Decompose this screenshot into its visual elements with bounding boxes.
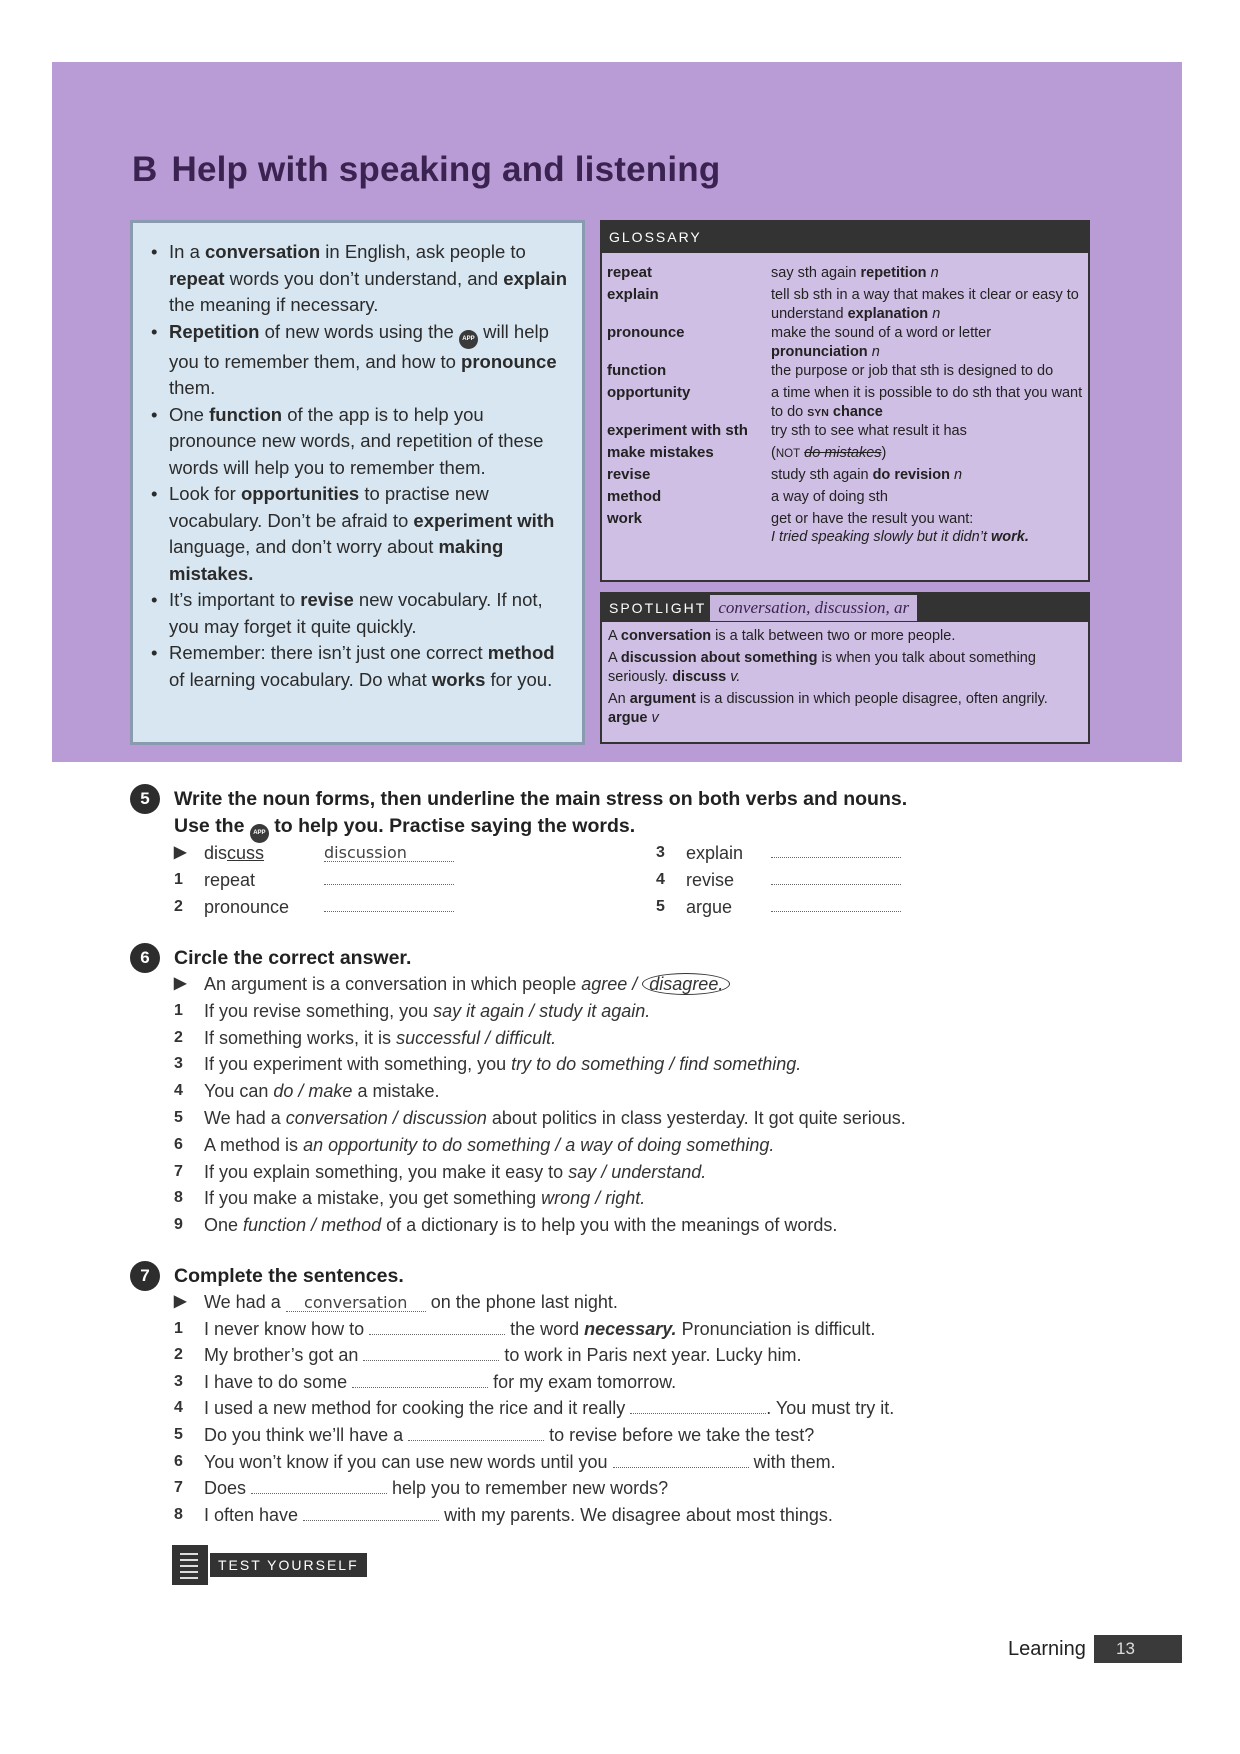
- item-sentence: [204, 1450, 836, 1474]
- text-run: them.: [169, 377, 216, 398]
- sentence-end: to revise before we take the test?: [544, 1425, 815, 1445]
- text-run: about politics in class yesterday. It got quite serious.: [486, 1108, 906, 1128]
- answer-field[interactable]: [369, 1318, 505, 1335]
- item-sentence: [204, 999, 650, 1023]
- item-sentence: [204, 1052, 801, 1076]
- item-number: 6: [174, 1452, 183, 1470]
- sentence-start: I used a new method for cooking the rice and it really: [204, 1398, 631, 1419]
- item-sentence: [204, 1026, 556, 1050]
- glossary-term: opportunity: [607, 384, 691, 401]
- text-run: a mistake.: [352, 1081, 440, 1102]
- text-run: If something works, it is: [204, 1027, 397, 1048]
- glossary-definition: [771, 488, 1086, 507]
- sentence-end: Pronunciation is difficult.: [676, 1318, 876, 1339]
- sentence-start: We had a: [204, 1292, 286, 1312]
- text-run: words you don’t understand, and: [224, 267, 504, 289]
- spotlight-entry: [608, 649, 1082, 687]
- item-sentence: [204, 1370, 676, 1394]
- exercise-7-number: 7: [130, 1261, 160, 1291]
- tip-item: [169, 481, 574, 587]
- text-run: You can: [204, 1081, 274, 1102]
- glossary-definition: [771, 362, 1086, 381]
- glossary-definition: [771, 286, 1086, 324]
- text-run: If you experiment with something, you: [204, 1054, 512, 1075]
- glossary-term: method: [607, 488, 662, 505]
- text-run: new vocabulary. If not, you may forget it quite quickly.: [169, 589, 543, 637]
- item-sentence: [204, 1503, 833, 1527]
- text-run: for you.: [485, 668, 553, 690]
- item-number: ▶: [174, 1293, 187, 1310]
- text-run: do mistakes: [804, 445, 882, 461]
- item-sentence: [204, 1396, 894, 1420]
- answer-field[interactable]: [324, 895, 454, 912]
- item-word: repeat: [204, 870, 256, 890]
- stressed-syllable: cuss: [227, 843, 265, 863]
- item-word: explain: [686, 843, 744, 863]
- text-run: ): [881, 445, 887, 461]
- item-sentence: [204, 1133, 774, 1157]
- item-number: 8: [174, 1189, 183, 1207]
- section-letter: B: [132, 150, 158, 189]
- sentence-end: for my exam tomorrow.: [488, 1371, 677, 1392]
- spotlight-entry: [608, 627, 1082, 646]
- glossary-term: function: [607, 362, 667, 379]
- text-run: agree: [581, 974, 628, 994]
- item-number: 4: [174, 1399, 183, 1417]
- text-run: explain: [503, 267, 567, 289]
- sentence-end: to work in Paris next year. Lucky him.: [499, 1345, 802, 1366]
- text-run: (: [771, 445, 776, 461]
- text-run: argument: [629, 691, 696, 707]
- text-run: tell sb sth in a way that makes it clear or easy to understand: [771, 287, 1079, 322]
- text-run: say / understand.: [568, 1161, 707, 1182]
- item-number: 6: [174, 1135, 183, 1153]
- answer-field[interactable]: [303, 1504, 439, 1521]
- example-word: [204, 841, 264, 865]
- text-run: conversation: [620, 628, 712, 644]
- text-run: dis: [204, 843, 228, 863]
- text-run: pronunciation: [771, 344, 868, 360]
- text-run: an opportunity to do something / a way of doing something.: [303, 1134, 775, 1155]
- glossary-definition: [771, 264, 1086, 283]
- sentence-start: I often have: [204, 1504, 304, 1525]
- text-run: n: [926, 265, 939, 281]
- glossary-box: [600, 220, 1090, 582]
- sentence-end: the word: [505, 1318, 585, 1339]
- item-sentence: [204, 1317, 875, 1341]
- answer-field[interactable]: [771, 868, 901, 885]
- text-run: Repetition: [169, 320, 260, 342]
- sentence-end: with them.: [748, 1451, 836, 1472]
- text-run: v.: [726, 669, 741, 685]
- text-run: the purpose or job that sth is designed to do: [771, 363, 1054, 379]
- glossary-definition: [771, 384, 1086, 423]
- test-yourself-icon: [172, 1545, 208, 1585]
- text-run: We had a: [204, 1108, 286, 1128]
- item-number: 7: [174, 1162, 183, 1180]
- spotlight-box: [600, 592, 1090, 744]
- glossary-term: explain: [607, 286, 659, 303]
- text-run: try sth to see what result it has: [771, 423, 967, 439]
- item-sentence: [204, 1343, 802, 1367]
- item-number: 2: [174, 1346, 183, 1364]
- answer-field[interactable]: [630, 1397, 766, 1414]
- text-run: An argument is a conversation in which people: [204, 974, 582, 994]
- text-run: works: [431, 668, 486, 690]
- answer-field[interactable]: [352, 1371, 488, 1388]
- text-run: making mistakes.: [169, 536, 504, 584]
- exercise-5-title-line2: [174, 812, 635, 843]
- tip-item: [169, 640, 574, 693]
- spotlight-entry: [608, 690, 1082, 728]
- tip-item: [169, 319, 574, 402]
- glossary-definition: [771, 444, 1086, 464]
- glossary-term: make mistakes: [607, 444, 714, 461]
- item-number: 3: [656, 844, 665, 861]
- sentence-end: . You must try it.: [766, 1398, 895, 1419]
- glossary-term: revise: [607, 466, 651, 483]
- text-run: One: [169, 403, 210, 425]
- item-word: pronounce: [204, 897, 290, 917]
- text-run: make the sound of a word or letter: [771, 325, 992, 341]
- text-run: get or have the result you want:: [771, 511, 974, 527]
- text-run: experiment with: [413, 509, 555, 531]
- item-sentence: [204, 1106, 906, 1130]
- text-run: v: [647, 710, 659, 726]
- answer-field[interactable]: [251, 1477, 387, 1494]
- answer-field: discussion: [324, 841, 454, 862]
- text-run: function: [209, 403, 283, 425]
- text-run: In a: [169, 241, 205, 262]
- spotlight-label: SPOTLIGHT: [609, 600, 707, 616]
- sentence-start: My brother’s got an: [204, 1345, 364, 1366]
- glossary-definition: [771, 466, 1086, 485]
- item-number: 8: [174, 1505, 183, 1523]
- text-run: argue: [608, 710, 648, 726]
- text-run: repeat: [169, 267, 225, 289]
- section-heading: Help with speaking and listening: [171, 150, 721, 189]
- page-number: 13: [1094, 1635, 1182, 1663]
- text-run: NOT: [775, 448, 801, 460]
- text-run: successful / difficult.: [396, 1027, 557, 1048]
- exercise-5-number: 5: [130, 784, 160, 814]
- section-title: [132, 150, 720, 190]
- key-word: necessary.: [584, 1318, 677, 1339]
- tip-item: [169, 239, 574, 319]
- tip-item: [169, 402, 574, 482]
- item-number: 1: [174, 1319, 183, 1337]
- item-word: argue: [686, 897, 733, 917]
- text-run: /: [627, 974, 643, 994]
- answer-field[interactable]: [771, 841, 901, 858]
- text-run: I tried speaking slowly but it didn’t: [771, 529, 992, 545]
- glossary-definition: [771, 510, 1086, 529]
- text-run: If you make a mistake, you get something: [204, 1188, 542, 1209]
- spotlight-heading: [602, 594, 1088, 622]
- item-number: 1: [174, 1001, 183, 1019]
- answer-field[interactable]: [613, 1451, 749, 1468]
- item-sentence: [204, 1290, 618, 1314]
- sentence-start: Do you think we’ll have a: [204, 1425, 409, 1445]
- item-sentence: [204, 972, 730, 996]
- text-run: disagree.: [642, 973, 730, 995]
- item-sentence: [204, 1476, 668, 1500]
- spotlight-words: conversation, discussion, ar: [710, 595, 917, 621]
- text-run: wrong / right.: [541, 1188, 646, 1209]
- item-number: 4: [174, 1082, 183, 1100]
- sentence-start: Does: [204, 1478, 252, 1499]
- item-sentence: [204, 1079, 439, 1103]
- text-run: do revision: [872, 467, 950, 483]
- spotlight-body: [602, 622, 1088, 728]
- answer-field: conversation: [286, 1291, 426, 1312]
- text-run: SYN: [807, 407, 829, 419]
- text-run: Look for: [169, 483, 241, 504]
- answer-field[interactable]: [408, 1424, 544, 1441]
- text-run: do / make: [273, 1081, 353, 1102]
- item-number: 7: [174, 1479, 183, 1497]
- text-run: of a dictionary is to help you with the meanings of words.: [381, 1215, 838, 1236]
- item-number: 9: [174, 1216, 183, 1234]
- app-icon: APP: [459, 330, 478, 349]
- text-run: pronounce: [461, 350, 557, 372]
- text-run: of new words using the: [259, 320, 459, 342]
- item-number: 5: [174, 1426, 183, 1443]
- item-number: 2: [174, 898, 183, 915]
- sentence-end: with my parents. We disagree about most things.: [439, 1504, 833, 1525]
- text-run: Remember: there isn’t just one correct: [169, 642, 488, 663]
- text-run: is a discussion in which people disagree, often angrily.: [695, 691, 1048, 707]
- text-run: say it again / study it again.: [433, 1000, 651, 1021]
- text-run: say sth again: [771, 265, 861, 281]
- text-run: explanation: [847, 306, 929, 322]
- item-number: 5: [656, 898, 665, 915]
- text-run: A: [608, 650, 621, 666]
- text-run: discussion about something: [620, 650, 818, 666]
- text-run: discuss: [672, 669, 727, 685]
- item-number: 3: [174, 1372, 183, 1390]
- glossary-term: pronounce: [607, 324, 685, 341]
- text-run: a time when it is possible to do sth that you want to do: [771, 385, 1083, 420]
- item-sentence: [204, 1186, 645, 1210]
- tip-item: [169, 587, 574, 640]
- text-run: A method is: [204, 1134, 304, 1155]
- glossary-term: experiment with sth: [607, 422, 748, 439]
- text-run: repetition: [860, 265, 927, 281]
- item-number: ▶: [174, 975, 187, 992]
- footer-unit-title: Learning: [1008, 1638, 1086, 1660]
- glossary-definition: [771, 324, 1086, 362]
- sentence-end: help you to remember new words?: [387, 1478, 669, 1499]
- tips-box: [130, 220, 585, 745]
- item-sentence: [204, 1213, 837, 1237]
- text-run: in English, ask people to: [320, 241, 526, 262]
- sentence-start: You won’t know if you can use new words until you: [204, 1451, 613, 1472]
- answer-field[interactable]: [771, 895, 901, 912]
- text-run: An: [608, 691, 630, 707]
- glossary-heading: GLOSSARY: [602, 222, 1088, 253]
- text-run: the meaning if necessary.: [169, 294, 379, 315]
- text-run: of learning vocabulary. Do what: [169, 668, 432, 690]
- glossary-definition: [771, 528, 1086, 547]
- item-number: 5: [174, 1109, 183, 1126]
- glossary-definition: [771, 422, 1086, 441]
- text-run: revise: [300, 589, 354, 610]
- text-run: opportunities: [241, 483, 360, 504]
- item-number: 4: [656, 871, 665, 888]
- glossary-term: work: [607, 510, 643, 527]
- text-run: It’s important to: [169, 589, 301, 610]
- text-run: language, and don’t worry about: [169, 536, 439, 557]
- item-number: 3: [174, 1055, 183, 1073]
- exercise-7-title: Complete the sentences.: [174, 1265, 404, 1287]
- item-number: 2: [174, 1028, 183, 1046]
- text-run: One: [204, 1215, 244, 1236]
- text-run: conversation / discussion: [285, 1108, 487, 1128]
- glossary-term: repeat: [607, 264, 653, 281]
- text-run: work.: [991, 529, 1029, 545]
- item-sentence: [204, 1160, 706, 1184]
- text-run: study sth again: [771, 467, 873, 483]
- example-marker: ▶: [174, 844, 187, 861]
- text-run: chance: [828, 404, 883, 420]
- text-run: function / method: [243, 1215, 382, 1236]
- exercise-5-title-part2: to help you. Practise saying the words.: [268, 815, 636, 837]
- sentence-start: I never know how to: [204, 1318, 370, 1339]
- sentence-start: I have to do some: [204, 1371, 353, 1392]
- text-run: of the app is to help you pronounce new words, and repetition of these words will help you to remember them.: [169, 403, 544, 478]
- text-run: n: [928, 306, 941, 322]
- text-run: conversation: [205, 241, 321, 262]
- text-run: to practise new vocabulary. Don’t be afraid to: [169, 483, 489, 531]
- text-run: A: [608, 628, 621, 644]
- text-run: will help you to remember them, and how to: [169, 320, 549, 372]
- exercise-6-number: 6: [130, 943, 160, 973]
- text-run: If you revise something, you: [204, 1000, 434, 1021]
- exercise-6-title: Circle the correct answer.: [174, 947, 412, 969]
- exercise-5-title-part1: Use the: [174, 815, 250, 837]
- test-yourself-label: TEST YOURSELF: [210, 1553, 367, 1577]
- text-run: n: [867, 344, 880, 360]
- exercise-5-title-line1: Write the noun forms, then underline the main stress on both verbs and nouns.: [174, 788, 908, 810]
- text-run: method: [487, 642, 555, 663]
- item-number: 1: [174, 871, 183, 888]
- text-run: try to do something / find something.: [511, 1054, 802, 1075]
- text-run: n: [949, 467, 963, 483]
- text-run: is a talk between two or more people.: [711, 628, 956, 644]
- app-icon: APP: [250, 824, 269, 843]
- answer-field[interactable]: [363, 1344, 499, 1361]
- sentence-end: on the phone last night.: [425, 1292, 618, 1312]
- item-word: revise: [686, 870, 735, 890]
- tips-list: [145, 239, 574, 693]
- text-run: If you explain something, you make it easy to: [204, 1161, 569, 1182]
- text-run: is when you talk about something seriously.: [608, 650, 1036, 685]
- answer-field[interactable]: [324, 868, 454, 885]
- item-sentence: [204, 1423, 814, 1447]
- text-run: a way of doing sth: [771, 489, 888, 505]
